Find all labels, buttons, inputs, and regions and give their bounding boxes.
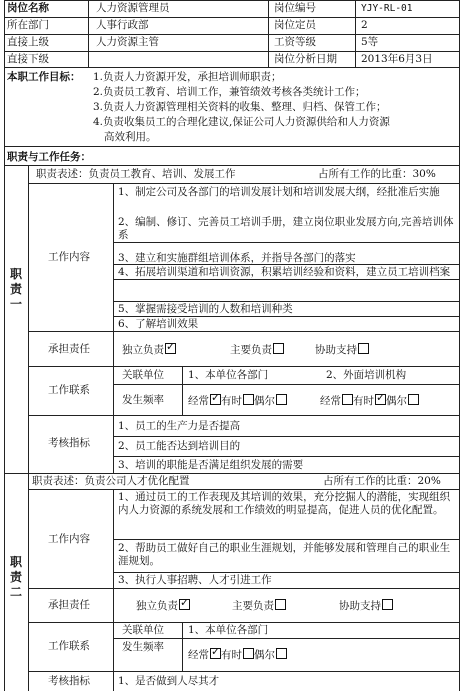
duties-title: 职责与工作任务： [7,151,91,163]
duty2-content-label: 工作内容 [48,533,90,545]
duty1-unit-label: 关联单位 [122,369,164,381]
duty2-resp-independent: 独立负责✓ [136,599,190,613]
duty1-kpi-item: 2、员工能否达到培训目的 [118,440,241,452]
duty2-resp-label: 承担责任 [48,599,90,611]
duty2-resp-assist: 协助支持 [339,599,393,613]
duty2-side-label: 职责二 [9,555,22,599]
goal-item: 高效利用。 [104,131,157,143]
duty1-resp-assist: 协助支持 [315,343,369,357]
duty2-content-item: 2、帮助员工做好自己的职业生涯规划，并能够发展和管理自己的职业生涯规划。 [118,542,451,567]
duty1-content-item: 3、建立和实施群组培训体系，并指导各部门的落实 [118,252,356,264]
checkbox-icon[interactable] [243,648,254,659]
checkbox-icon[interactable] [273,343,284,354]
checkbox-checked-icon[interactable] [375,394,386,405]
duty2-desc: 职责表述：负责公司人才优化配置 [32,475,190,487]
duty1-freq-a: 经常✓ 有时 偶尔 [188,394,287,408]
value-position-code: YJY-RL-01 [361,3,413,14]
goal-item: 1.负责人力资源开发，承担培训师职责； [93,71,282,83]
duty1-resp-label: 承担责任 [48,343,90,355]
duty1-ratio: 占所有工作的比重：30% [318,168,436,180]
duty1-resp-main: 主要负责 [230,343,284,357]
checkbox-checked-icon[interactable] [210,648,221,659]
label-position-name: 岗位名称 [7,2,49,14]
duty2-ratio: 占所有工作的比重：20% [323,475,441,487]
duty1-freq-label: 发生频率 [122,394,164,406]
duty1-content-item: 6、了解培训效果 [118,318,199,330]
checkbox-icon[interactable] [408,394,419,405]
label-subordinate: 直接下级 [7,53,49,65]
checkbox-icon[interactable] [358,343,369,354]
duty2-rel-label: 工作联系 [48,640,90,652]
duty1-kpi-item: 1、员工的生产力是否提高 [118,420,241,432]
label-salary-grade: 工资等级 [274,36,316,48]
duty1-unit-item: 1、本单位各部门 [188,369,269,381]
duty2-kpi-item: 1、是否做到人尽其才 [118,675,220,687]
duty1-content-label: 工作内容 [48,251,90,263]
duty1-freq-b: 经常 有时✓ 偶尔 [320,394,419,408]
checkbox-icon[interactable] [243,394,254,405]
value-headcount: 2 [361,19,368,31]
value-position-name: 人力资源管理员 [96,2,170,14]
label-position-code: 岗位编号 [274,2,316,14]
duty2-resp-main: 主要负责 [232,599,286,613]
value-supervisor: 人力资源主管 [96,36,159,48]
duty1-content-item: 4、拓展培训渠道和培训资源，积累培训经验和资料，建立员工培训档案 [118,266,451,278]
label-analysis-date: 岗位分析日期 [274,53,337,65]
duty1-kpi-label: 考核指标 [48,437,90,449]
duty2-freq-a: 经常✓ 有时 偶尔 [188,648,287,662]
checkbox-checked-icon[interactable] [165,343,176,354]
duty1-rel-label: 工作联系 [48,384,90,396]
duty1-unit-item: 2、外面培训机构 [326,369,407,381]
checkbox-icon[interactable] [342,394,353,405]
duty2-content-item: 1、通过员工的工作表现及其培训的效果，充分挖掘人的潜能，实现组织内人力资源的系统发展和工作绩效的明显提高，促进人员的优化配置。 [118,491,451,516]
duty2-unit-item: 1、本单位各部门 [188,624,269,636]
checkbox-icon[interactable] [275,599,286,610]
duty1-desc: 职责表述：负责员工教育、培训、发展工作 [36,168,236,180]
duty1-resp-independent: 独立负责✓ [122,343,176,357]
duty2-kpi-label: 考核指标 [48,675,90,687]
duty2-freq-label: 发生频率 [122,641,164,653]
duty1-side-label: 职责一 [9,267,22,311]
duty1-kpi-item: 3、培训的职能是否满足组织发展的需要 [118,459,304,471]
duty2-unit-label: 关联单位 [122,624,164,636]
duty1-content-item: 5、掌握需接受培训的人数和培训种类 [118,303,293,315]
checkbox-checked-icon[interactable] [179,599,190,610]
value-department: 人事行政部 [96,19,149,31]
label-department: 所在部门 [7,19,49,31]
duty1-content-item: 2、编制、修订、完善员工培训手册，建立岗位职业发展方向,完善培训体系 [118,216,454,241]
goals-label: 本职工作目标： [7,71,81,83]
goal-item: 2.负责员工教育、培训工作，兼管绩效考核各类统计工作； [93,86,366,98]
label-headcount: 岗位定员 [274,19,316,31]
label-supervisor: 直接上级 [7,36,49,48]
checkbox-icon[interactable] [382,599,393,610]
duty2-content-item: 3、执行人事招聘、人才引进工作 [118,574,272,586]
value-analysis-date: 2013年6月3日 [361,53,433,65]
checkbox-checked-icon[interactable] [210,394,221,405]
goal-item: 3.负责人力资源管理相关资料的收集、整理、归档、保管工作； [93,101,387,113]
checkbox-icon[interactable] [276,394,287,405]
duty1-content-item: 1、制定公司及各部门的培训发展计划和培训发展大纲，经批准后实施 [118,186,440,198]
goal-item: 4.负责收集员工的合理化建议,保证公司人力资源供给和人力资源 [93,116,390,128]
checkbox-icon[interactable] [276,648,287,659]
value-salary-grade: 5等 [361,36,379,48]
